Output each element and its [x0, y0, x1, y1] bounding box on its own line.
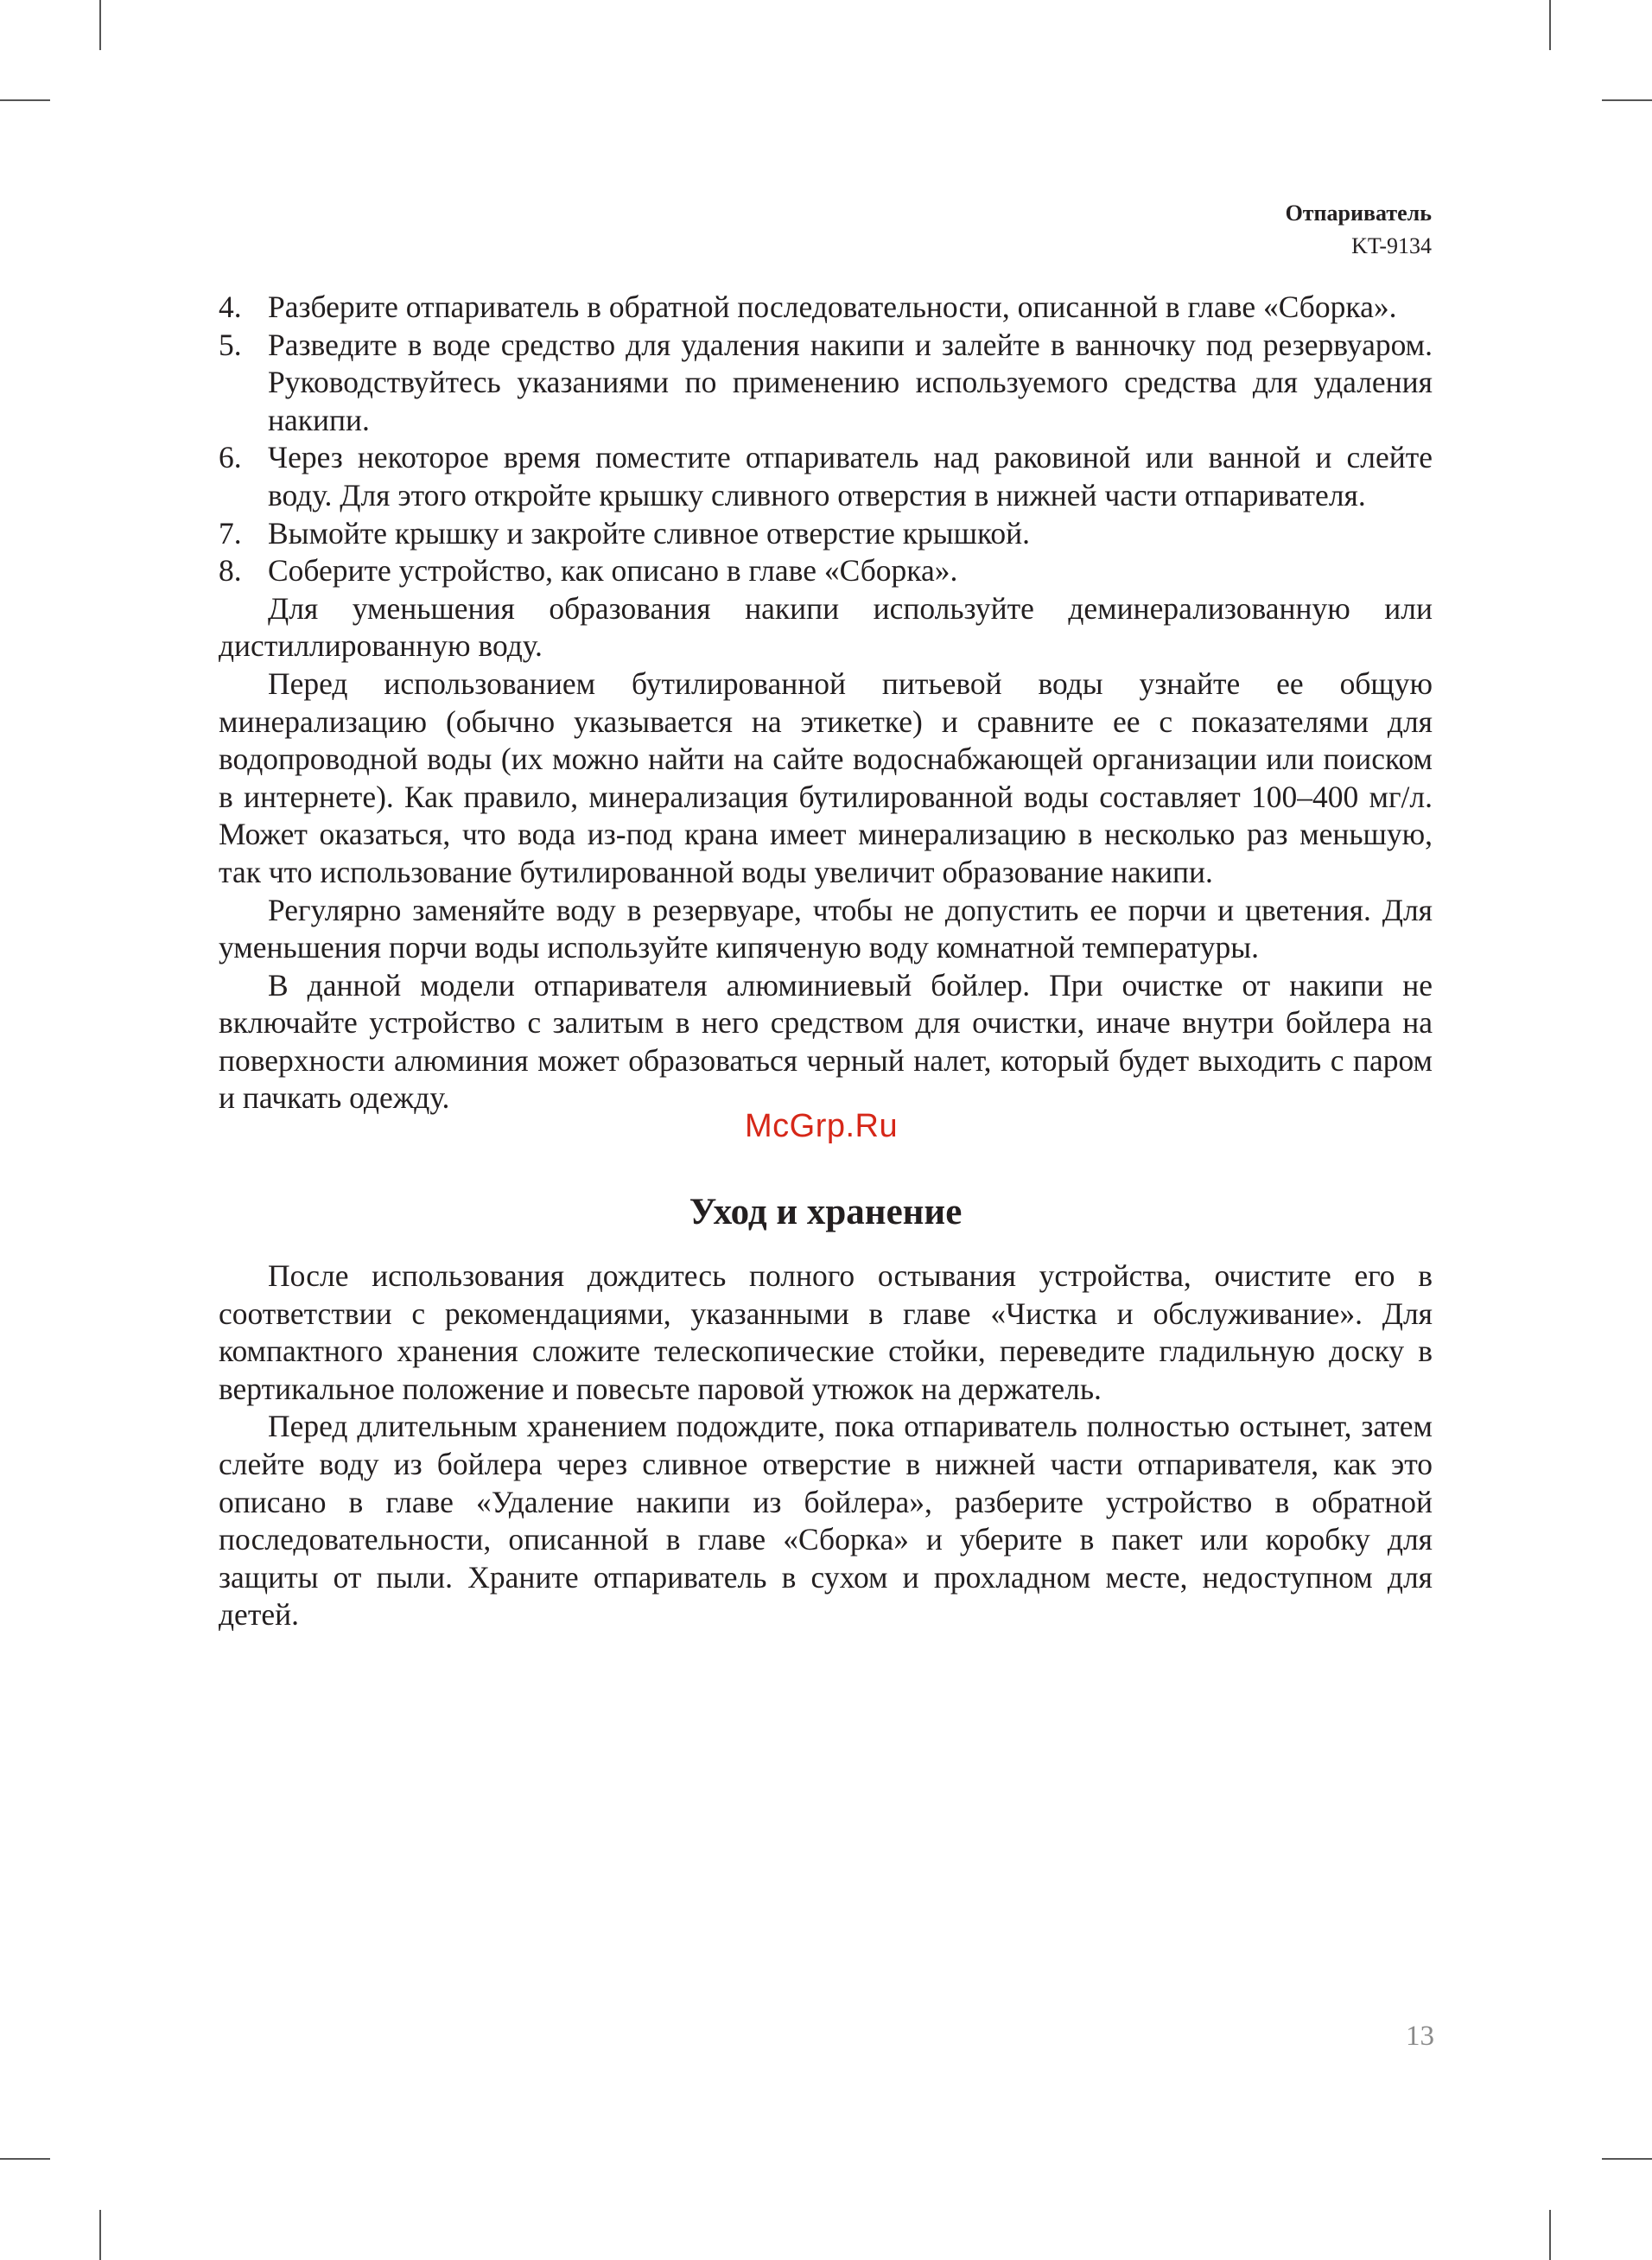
step-number: 8. — [219, 553, 242, 589]
page-body — [219, 289, 1433, 1634]
list-item — [219, 439, 1433, 514]
crop-mark-top-left-vertical — [99, 0, 101, 50]
descaling-steps-list — [219, 289, 1433, 590]
step-number: 6. — [219, 440, 242, 475]
list-item — [219, 289, 1433, 327]
paragraph-demineralized-water: Для уменьшения образования накипи используйте деминерализованную или дистиллированную воду. — [219, 590, 1433, 664]
paragraph-aluminium-boiler: В данной модели отпаривателя алюминиевый бойлер. При очистке от накипи не включайте устройство с залитым в него средством для очистки, иначе внутри бойлера на поверхности алюминия может образоваться черный налет, который будет выходить с паром и пачкать одежду. — [219, 967, 1433, 1116]
crop-mark-bottom-right-horizontal — [1602, 2158, 1652, 2160]
paragraph-after-use: После использования дождитесь полного остывания устройства, очистите его в соответствии с рекомендациями, указанными в главе «Чистка и обслуживание». Для компактного хранения сложите телескопические стойки, переведите гладильную доску в вертикальное положение и повесьте паровой утюжок на держатель. — [219, 1258, 1433, 1406]
crop-mark-top-right-horizontal — [1602, 99, 1652, 101]
watermark: McGrp.Ru — [745, 1108, 899, 1144]
step-number: 4. — [219, 290, 242, 324]
paragraph-long-storage: Перед длительным хранением подождите, пока отпариватель полностью остынет, затем слейте воду из бойлера через сливное отверстие в нижней части отпаривателя, как это описано в главе «Удаление накипи из бойлера», разберите устройство в обратной последовательности, описанной в главе «Сборка» и уберите в пакет или коробку для защиты от пыли. Храните отпариватель в сухом и прохладном месте, недоступном для детей. — [219, 1409, 1433, 1633]
running-header — [1286, 197, 1432, 263]
crop-mark-bottom-right-vertical — [1549, 2210, 1551, 2260]
crop-mark-bottom-left-horizontal — [0, 2158, 50, 2160]
list-item — [219, 515, 1433, 553]
step-number: 5. — [219, 327, 242, 362]
step-number: 7. — [219, 515, 242, 551]
header-model-number: KT-9134 — [1351, 233, 1432, 258]
step-text: Вымойте крышку и закройте сливное отверстие крышкой. — [268, 515, 1031, 551]
paragraph-replace-water: Регулярно заменяйте воду в резервуаре, чтобы не допустить ее порчи и цветения. Для уменьшения порчи воды используйте кипяченую воду комнатной температуры. — [219, 892, 1433, 965]
list-item — [219, 552, 1433, 590]
step-text: Разберите отпариватель в обратной последовательности, описанной в главе «Сборка». — [268, 290, 1397, 324]
step-text: Через некоторое время поместите отпариватель над раковиной или ванной и слейте воду. Для этого откройте крышку сливного отверстия в нижней части отпаривателя. — [268, 440, 1433, 512]
page-number: 13 — [1406, 2021, 1434, 2052]
list-item — [219, 327, 1433, 440]
step-text: Соберите устройство, как описано в главе «Сборка». — [268, 553, 958, 589]
crop-mark-top-right-vertical — [1549, 0, 1551, 50]
crop-mark-bottom-left-vertical — [99, 2210, 101, 2260]
header-product-title: Отпариватель — [1285, 201, 1432, 226]
crop-mark-top-left-horizontal — [0, 99, 50, 101]
paragraph-bottled-water: Перед использованием бутилированной питьевой воды узнайте ее общую минерализацию (обычно указывается на этикетке) и сравните ее с показателями для водопроводной воды (их можно найти на сайте водоснабжающей организации или поиском в интернете). Как правило, минерализация бутилированной воды составляет 100–400 мг/л. Может оказаться, что вода из-под крана имеет минерализацию в несколько раз меньшую, так что использование бутилированной воды увеличит образование накипи. — [219, 665, 1433, 889]
step-text: Разведите в воде средство для удаления накипи и залейте в ванночку под резервуаром. Руководствуйтесь указаниями по применению используемого средства для удаления накипи. — [268, 327, 1433, 437]
section-title: Уход и хранение — [689, 1192, 963, 1233]
